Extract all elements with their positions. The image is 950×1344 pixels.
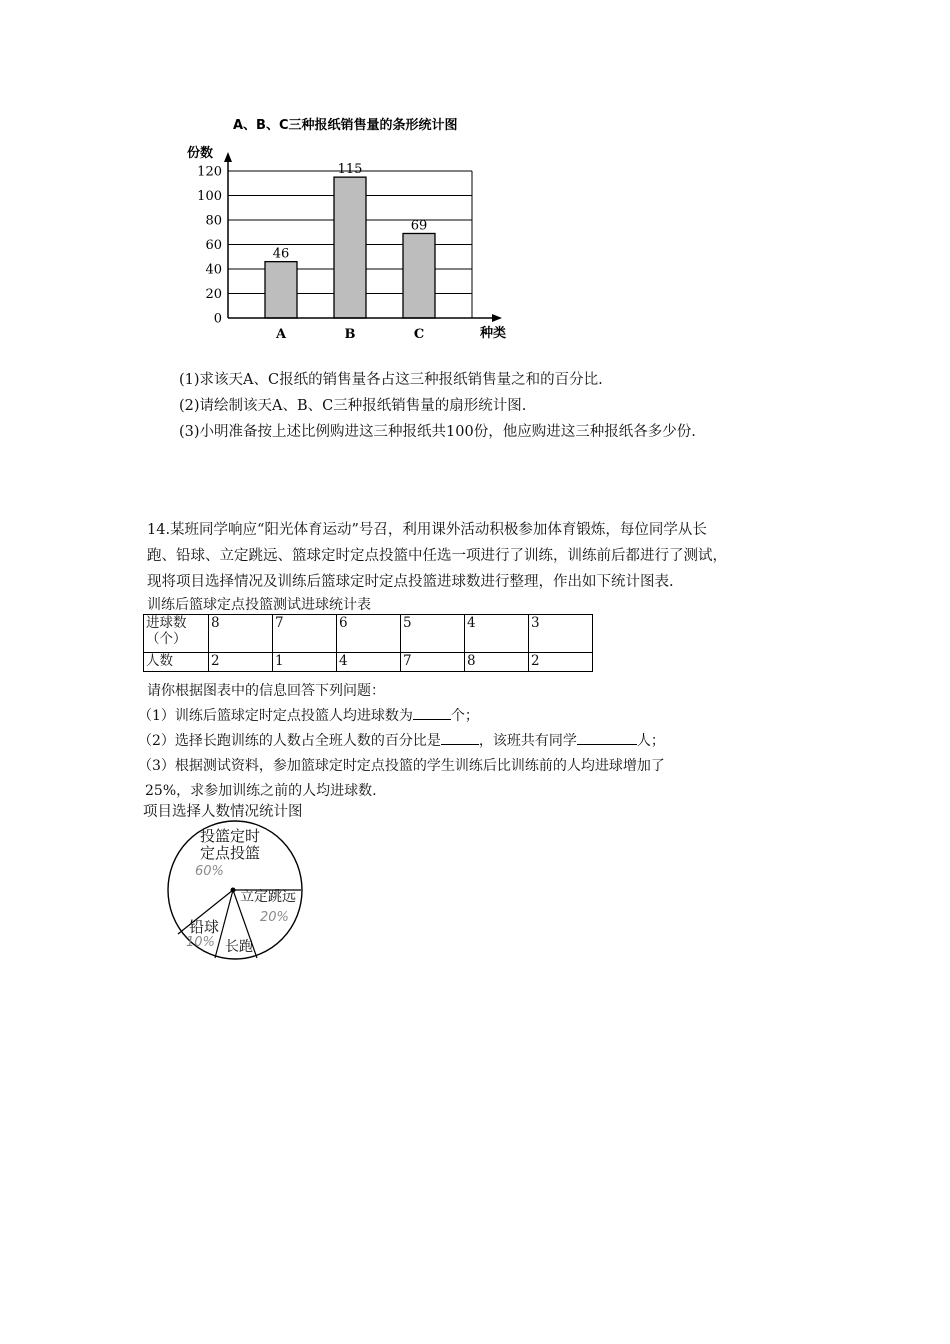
q13-item-2: (2)请绘制该天A、B、C三种报纸销售量的扇形统计图. (179, 398, 527, 414)
table-header-cell (144, 615, 209, 653)
table-cell: 2 (529, 653, 593, 672)
table-cell: 7 (401, 653, 465, 672)
q14-sub-1-text: （1）训练后篮球定时定点投篮人均进球数为 (138, 708, 413, 724)
table-cell: 4 (465, 615, 529, 653)
q14-sub-2-unit: 人； (636, 733, 665, 749)
table-row (144, 653, 593, 672)
pie-center (231, 888, 236, 893)
q14-sub-2-mid: ，该班共有同学 (478, 733, 577, 749)
q14-sub-2 (138, 730, 665, 750)
q14-sub-1 (138, 705, 479, 725)
table-row (144, 615, 593, 653)
q14-prompt: 请你根据图表中的信息回答下列问题： (147, 683, 385, 699)
table-cell: 8 (209, 615, 273, 653)
bar-A (265, 262, 297, 318)
table-header-cell: 人数 (144, 653, 209, 672)
q14-sub-3-line-2: 25%，求参加训练之前的人均进球数. (145, 783, 377, 799)
pie-pct-shot: 10% (186, 935, 215, 950)
score-table (143, 614, 593, 672)
table-cell: 1 (273, 653, 337, 672)
table-cell: 7 (273, 615, 337, 653)
chart-ylabel: 份数 (187, 146, 214, 161)
answer-blank[interactable] (413, 705, 451, 720)
pie-label-run: 长跑 (225, 939, 253, 955)
y-tick-label: 40 (205, 262, 222, 278)
y-tick-label: 0 (213, 311, 222, 327)
y-tick-label: 20 (205, 287, 222, 302)
y-tick-label: 100 (197, 189, 222, 204)
chart-title: A、B、C三种报纸销售量的条形统计图 (233, 118, 458, 133)
y-tick-label: 120 (197, 164, 222, 180)
table-cell: 5 (401, 615, 465, 653)
q14-sub-1-unit: 个； (450, 708, 479, 724)
q13-item-1: (1)求该天A、C报纸的销售量各占这三种报纸销售量之和的百分比. (179, 372, 603, 388)
bar-chart (180, 110, 540, 350)
x-tick-label: C (413, 327, 425, 342)
table-cell: 6 (337, 615, 401, 653)
bar-B (334, 177, 366, 318)
q14-table-title: 训练后篮球定点投篮测试进球统计表 (147, 597, 371, 613)
y-axis-arrow (224, 152, 232, 162)
x-axis-arrow (492, 314, 502, 322)
q14-intro-line-1: 14.某班同学响应“阳光体育运动”号召，利用课外活动积极参加体育锻炼，每位同学从长 (147, 522, 707, 538)
chart-xlabel: 种类 (480, 326, 507, 341)
q14-sub-3-line-1: （3）根据测试资料，参加篮球定时定点投篮的学生训练后比训练前的人均进球增加了 (138, 758, 665, 774)
header-line-2: （个） (146, 631, 187, 647)
header-line-1: 进球数 (146, 615, 187, 631)
table-cell: 2 (209, 653, 273, 672)
data-label: 46 (272, 246, 290, 262)
pie-pct-basketball: 60% (195, 864, 224, 879)
q14-sub-2-text: （2）选择长跑训练的人数占全班人数的百分比是 (138, 733, 441, 749)
pie-label-jump: 立定跳远 (240, 889, 296, 905)
answer-blank[interactable] (441, 730, 479, 745)
pie-pct-jump: 20% (260, 910, 289, 925)
x-tick-label: A (275, 327, 287, 342)
bar-layer (265, 162, 435, 342)
answer-blank[interactable] (577, 730, 637, 745)
data-label: 115 (337, 162, 363, 178)
q13-item-3: (3)小明准备按上述比例购进这三种报纸共100份，他应购进这三种报纸各多少份. (179, 424, 696, 440)
pie-chart-title: 项目选择人数情况统计图 (143, 804, 303, 820)
pie-label-shot: 铅球 (189, 918, 220, 936)
q14-intro-line-3: 现将项目选择情况及训练后篮球定时定点投篮进球数进行整理，作出如下统计图表. (147, 574, 674, 590)
x-tick-label: B (344, 327, 356, 342)
pie-label-basketball-2: 定点投篮 (200, 844, 261, 862)
pie-label-basketball-1: 投篮定时 (200, 827, 261, 845)
table-cell: 3 (529, 615, 593, 653)
table-cell: 8 (465, 653, 529, 672)
y-tick-label: 80 (205, 213, 222, 229)
data-label: 69 (410, 218, 428, 234)
table-cell: 4 (337, 653, 401, 672)
bar-C (403, 233, 435, 318)
q14-intro-line-2: 跑、铅球、立定跳远、篮球定时定点投篮中任选一项进行了训练，训练前后都进行了测试， (147, 548, 727, 564)
y-tick-label: 60 (205, 238, 222, 253)
